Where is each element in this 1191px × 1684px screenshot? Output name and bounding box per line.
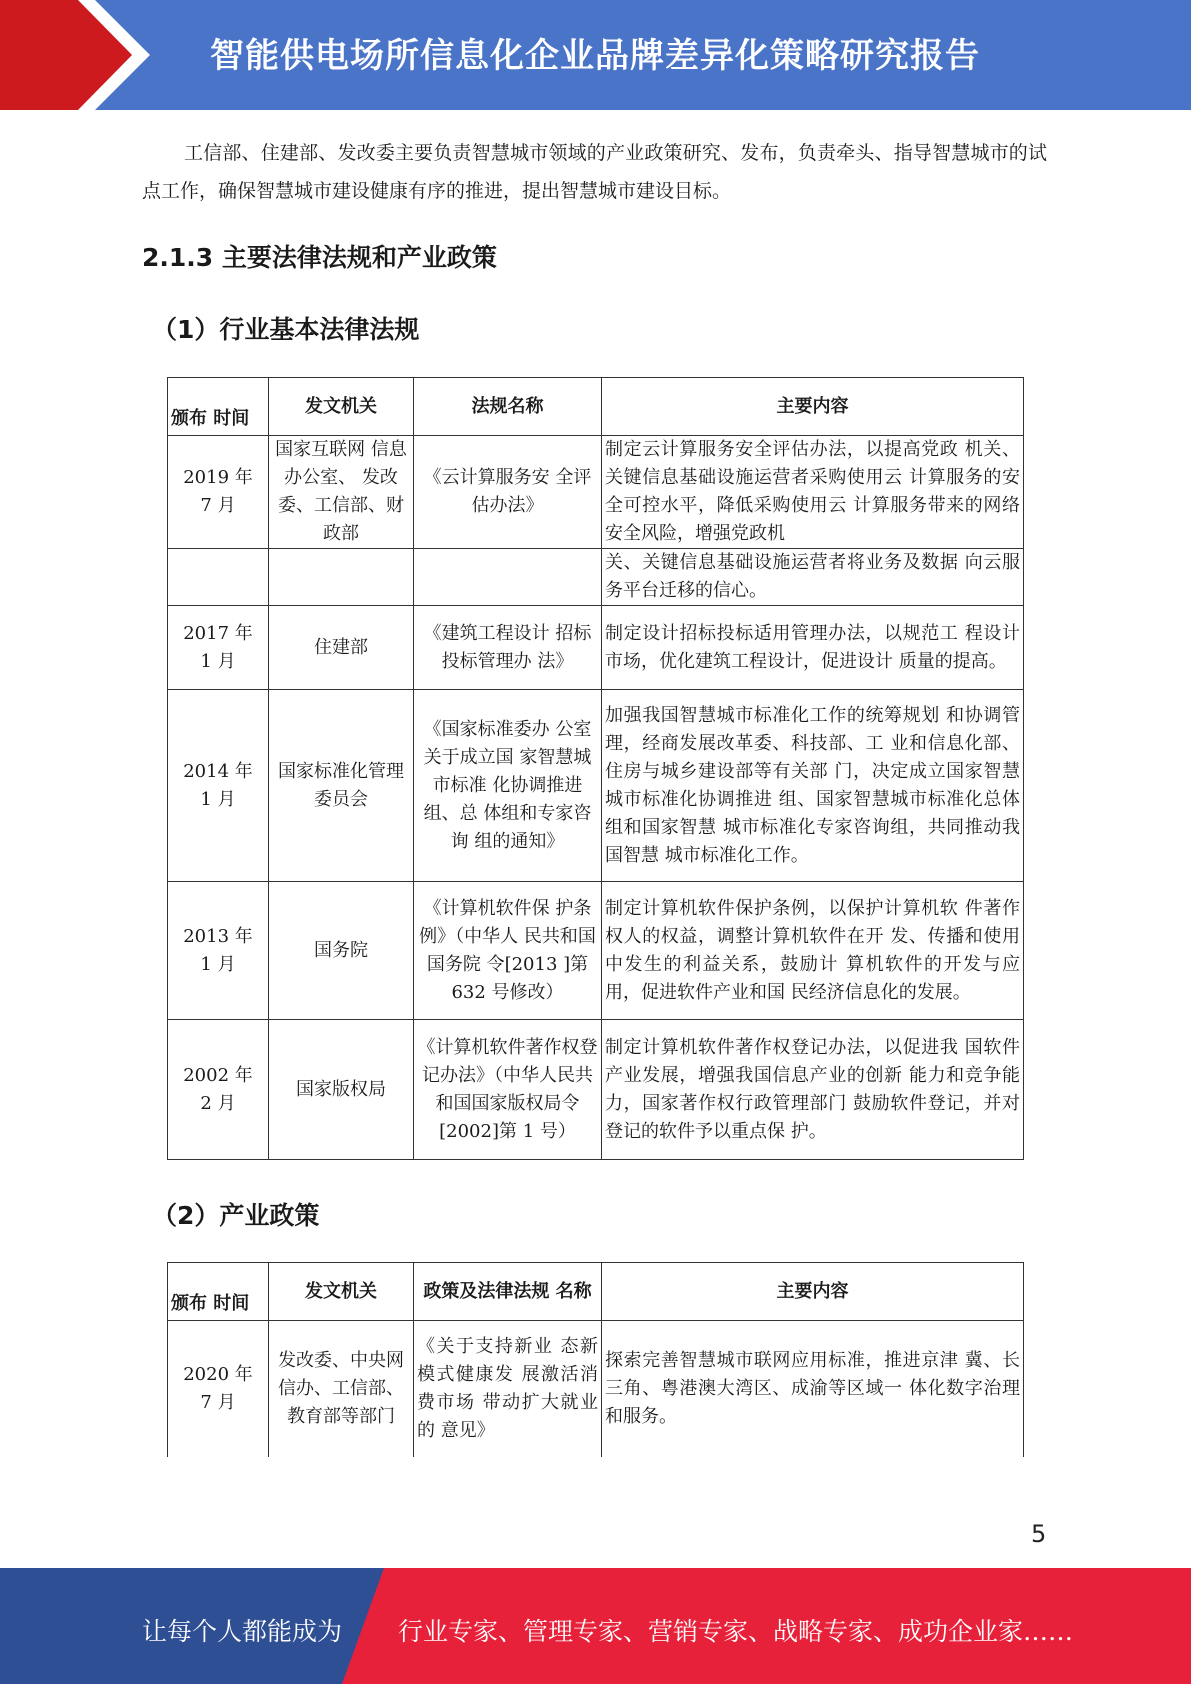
column-header-org: 发文机关 — [269, 378, 414, 436]
cell-time: 2014 年 1 月 — [168, 690, 269, 882]
cell-content: 制定计算机软件著作权登记办法，以促进我 国软件产业发展，增强我国信息产业的创新 能力和竞争能力，国家著作权行政管理部门 鼓励软件登记，并对登记的软件予以重点保 护。 — [602, 1020, 1024, 1160]
page-number: 5 — [1031, 1520, 1047, 1548]
cell-content: 制定计算机软件保护条例，以保护计算机软 件著作权人的权益，调整计算机软件在开 发、传播和使用中发生的利益关系，鼓励计 算机软件的开发与应用，促进软件产业和国 民经济信息化的发展。 — [602, 882, 1024, 1020]
cell-name — [414, 549, 602, 606]
subsection-heading-laws: （1）行业基本法律法规 — [152, 315, 420, 344]
table-row — [168, 606, 1024, 690]
cell-time: 2013 年 1 月 — [168, 882, 269, 1020]
report-title: 智能供电场所信息化企业品牌差异化策略研究报告 — [210, 36, 980, 76]
section-heading: 2.1.3 主要法律法规和产业政策 — [142, 243, 497, 272]
cell-name: 《计算机软件著作权登记办法》（中华人民共和国国家版权局令[2002]第 1 号） — [414, 1020, 602, 1160]
table-header-row — [168, 1263, 1024, 1321]
table-row — [168, 882, 1024, 1020]
cell-name: 《云计算服务安 全评估办法》 — [414, 436, 602, 549]
cell-time: 2019 年 7 月 — [168, 436, 269, 549]
footer-slogan-left: 让每个人都能成为 — [142, 1617, 343, 1646]
column-header-org: 发文机关 — [269, 1263, 414, 1321]
table-row — [168, 436, 1024, 549]
cell-time: 2017 年 1 月 — [168, 606, 269, 690]
cell-org: 住建部 — [269, 606, 414, 690]
table-row — [168, 1020, 1024, 1160]
column-header-content: 主要内容 — [602, 1263, 1024, 1321]
table-row — [168, 1321, 1024, 1457]
cell-time: 2020 年 7 月 — [168, 1321, 269, 1457]
cell-org: 国家互联网 信息办公室、 发改委、工信部、财政部 — [269, 436, 414, 549]
cell-content: 加强我国智慧城市标准化工作的统筹规划 和协调管理，经商发展改革委、科技部、工 业和信息化部、住房与城乡建设部等有关部 门，决定成立国家智慧城市标准化协调推进 组、国家智慧城市标准化总体组和国家智慧 城市标准化专家咨询组，共同推动我国智慧 城市标准化工作。 — [602, 690, 1024, 882]
cell-org: 国家版权局 — [269, 1020, 414, 1160]
cell-content: 制定云计算服务安全评估办法，以提高党政 机关、关键信息基础设施运营者采购使用云 计算服务的安全可控水平，降低采购使用云 计算服务带来的网络安全风险，增强党政机 — [602, 436, 1024, 549]
cell-content: 关、关键信息基础设施运营者将业务及数据 向云服务平台迁移的信心。 — [602, 549, 1024, 606]
policies-table — [167, 1262, 1024, 1457]
subsection-heading-policies: （2）产业政策 — [152, 1201, 320, 1230]
table-row — [168, 690, 1024, 882]
header-banner — [0, 0, 1191, 110]
cell-time: 2002 年 2 月 — [168, 1020, 269, 1160]
cell-content: 制定设计招标投标适用管理办法，以规范工 程设计市场，优化建筑工程设计，促进设计 质量的提高。 — [602, 606, 1024, 690]
cell-org: 国家标准化管理委员会 — [269, 690, 414, 882]
cell-name: 《建筑工程设计 招标投标管理办 法》 — [414, 606, 602, 690]
column-header-time: 颁布 时间 — [168, 378, 269, 436]
column-header-time: 颁布 时间 — [168, 1263, 269, 1321]
laws-table — [167, 377, 1024, 1160]
column-header-name: 法规名称 — [414, 378, 602, 436]
cell-name: 《关于支持新业 态新模式健康发 展激活消费市场 带动扩大就业的 意见》 — [414, 1321, 602, 1457]
column-header-name: 政策及法律法规 名称 — [414, 1263, 602, 1321]
footer-slogan-right: 行业专家、管理专家、营销专家、战略专家、成功企业家…… — [398, 1617, 1074, 1646]
intro-paragraph: 工信部、住建部、发改委主要负责智慧城市领域的产业政策研究、发布，负责牵头、指导智慧城市的试点工作，确保智慧城市建设健康有序的推进，提出智慧城市建设目标。 — [142, 142, 1047, 202]
column-header-content: 主要内容 — [602, 378, 1024, 436]
table-header-row — [168, 378, 1024, 436]
footer-banner — [0, 1568, 1191, 1684]
cell-content: 探索完善智慧城市联网应用标准，推进京津 冀、长三角、粤港澳大湾区、成渝等区域一 体化数字治理和服务。 — [602, 1321, 1024, 1457]
cell-name: 《计算机软件保 护条例》（中华人 民共和国国务院 令[2013 ]第 632 号修改） — [414, 882, 602, 1020]
cell-org: 发改委、中央网信办、工信部、教育部等部门 — [269, 1321, 414, 1457]
cell-name: 《国家标准委办 公室关于成立国 家智慧城市标准 化协调推进组、总 体组和专家咨询 组的通知》 — [414, 690, 602, 882]
cell-time — [168, 549, 269, 606]
table-row — [168, 549, 1024, 606]
cell-org: 国务院 — [269, 882, 414, 1020]
cell-org — [269, 549, 414, 606]
